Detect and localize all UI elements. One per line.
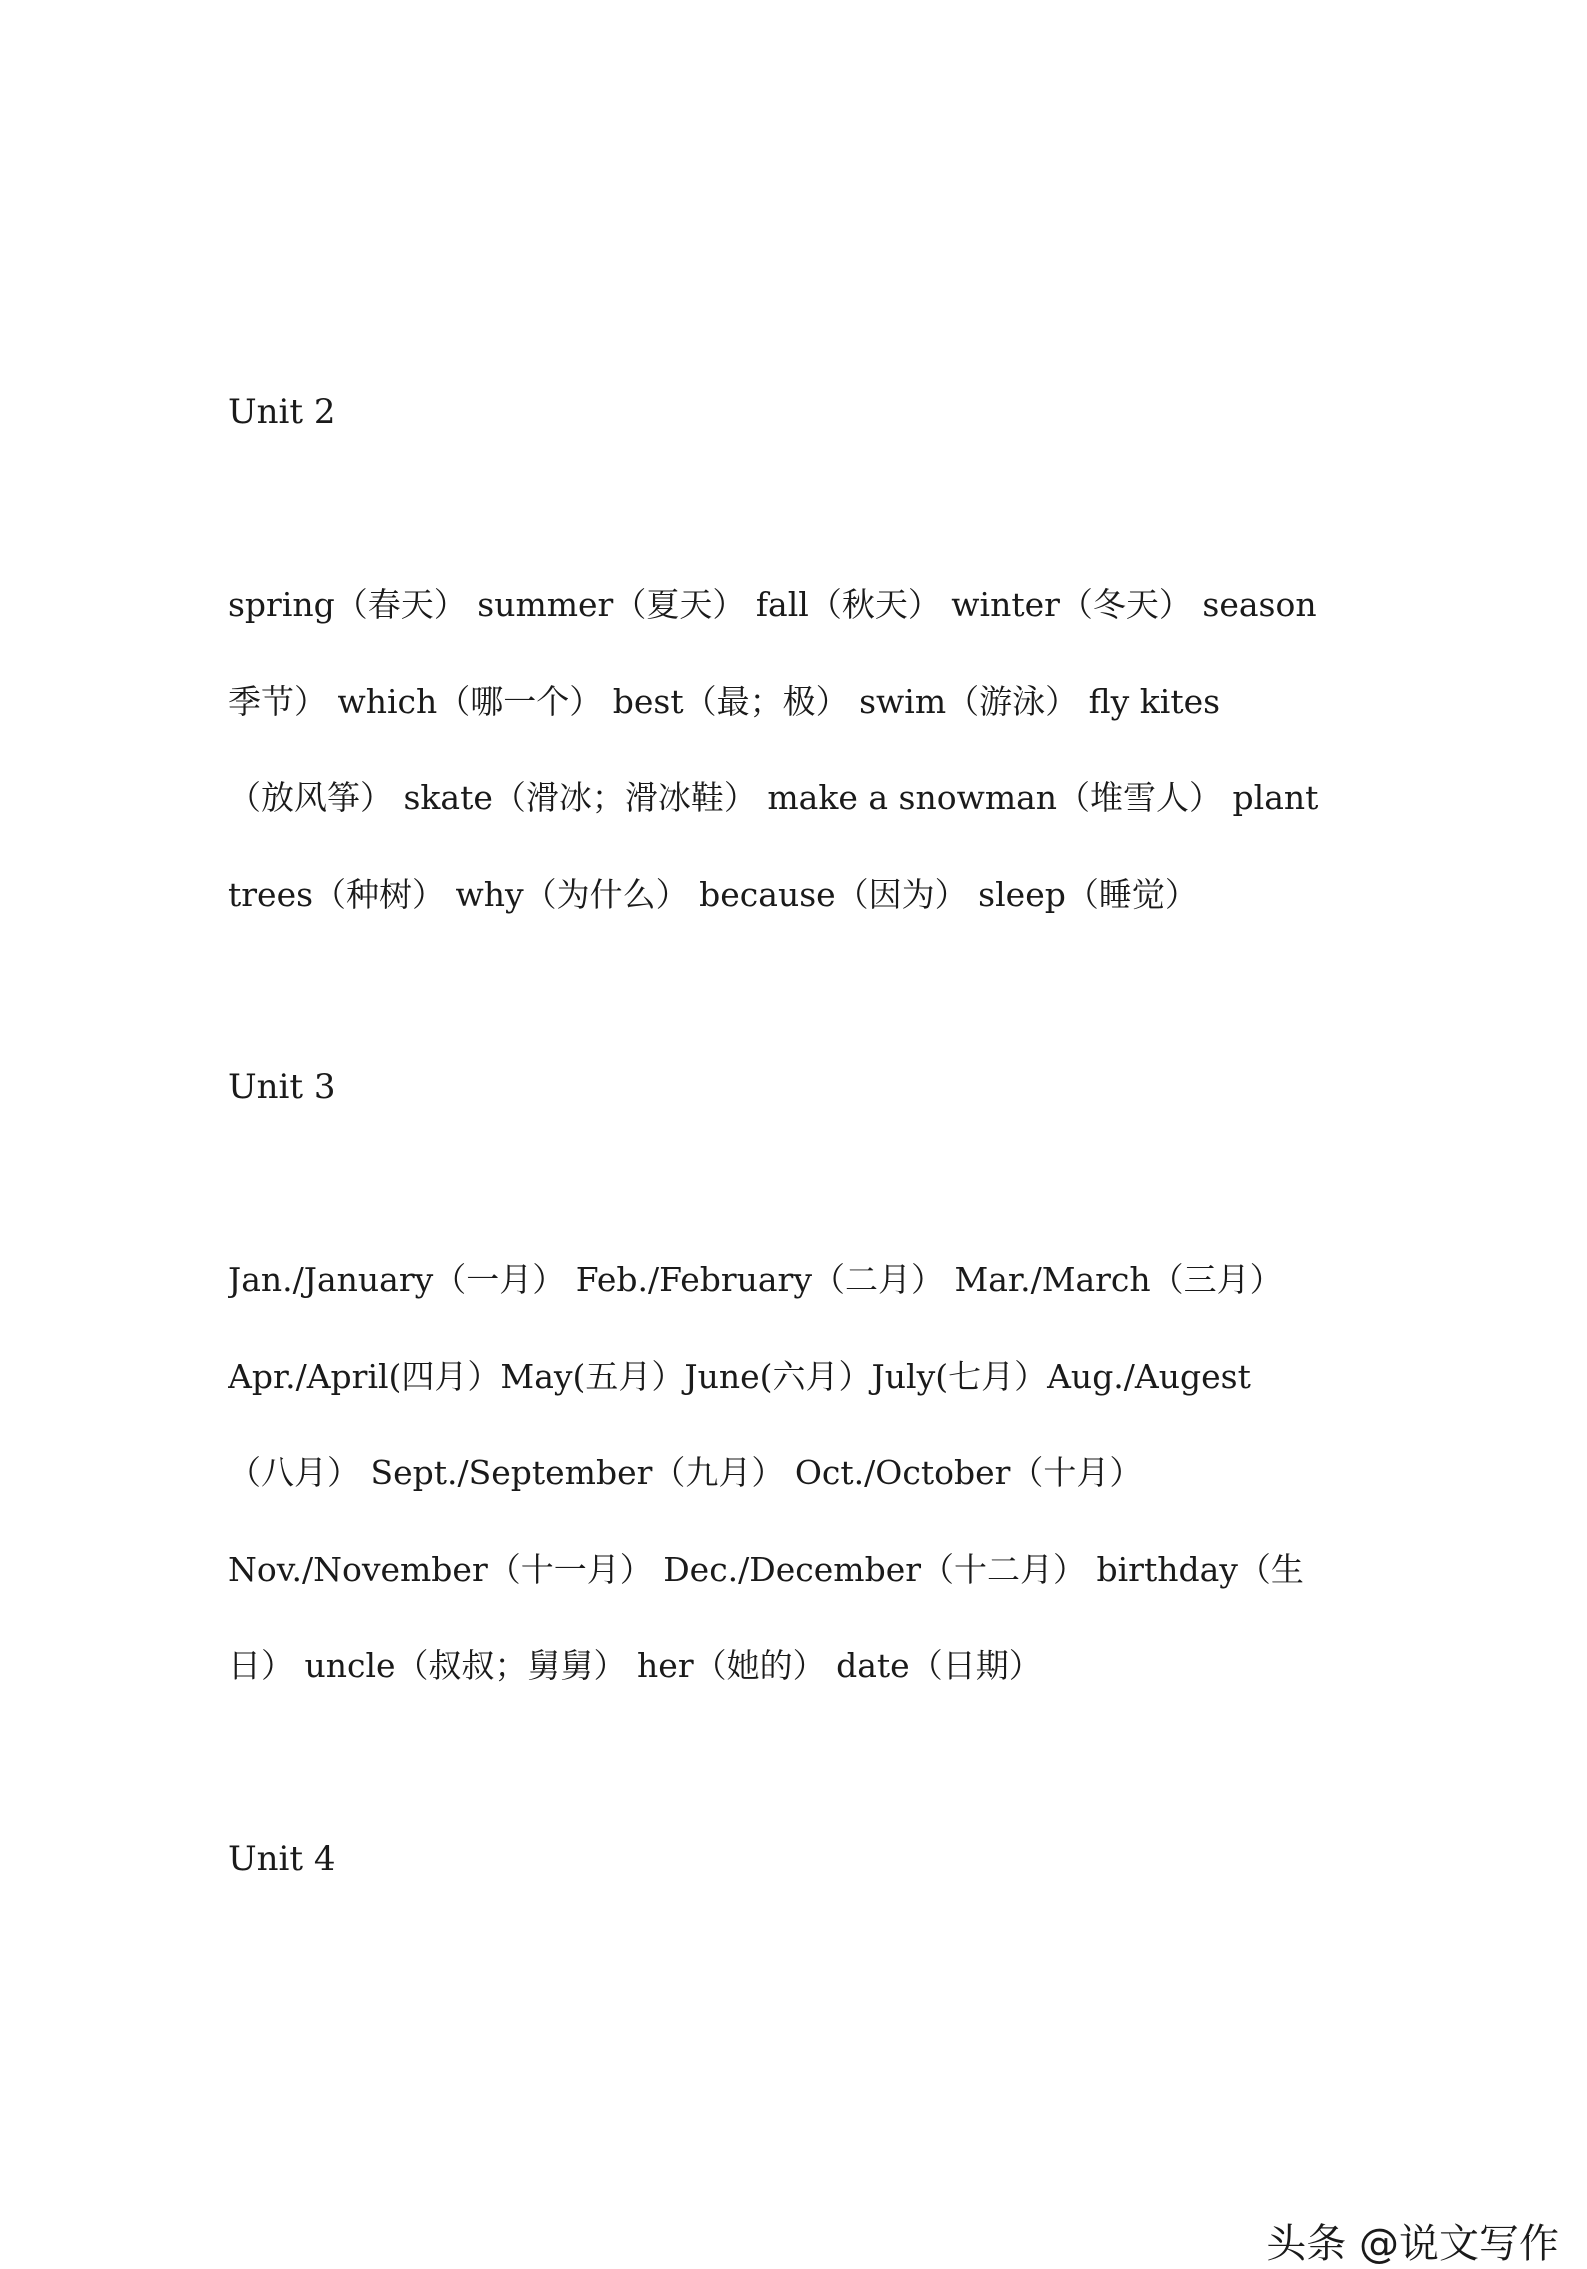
unit-3-heading: Unit 3 [228,1067,336,1107]
vocab-line: （放风筝） skate（滑冰；滑冰鞋） make a snowman（堆雪人） plant [228,778,1319,817]
vocab-line: trees（种树） why（为什么） because（因为） sleep（睡觉） [228,874,1198,914]
unit-3-vocabulary [228,1260,1378,1743]
vocab-line: 日） uncle（叔叔；舅舅） her（她的） date（日期） [228,1646,1042,1685]
document-page [228,0,1378,2245]
vocab-line: Nov./November（十一月） Dec./December（十二月） birthday（生 [228,1549,1304,1589]
source-watermark: 头条 @说文写作 [1266,2221,1559,2267]
vocab-line: 季节） which（哪一个） best（最；极） swim（游泳） fly kites [228,681,1221,721]
vocab-line: Jan./January（一月） Feb./February（二月） Mar./March（三月） [228,1260,1283,1299]
unit-4-heading: Unit 4 [228,1839,336,1879]
unit-2-vocabulary [228,585,1378,971]
vocab-line: spring（春天） summer（夏天） fall（秋天） winter（冬天） season [228,585,1317,624]
vocab-line: （八月） Sept./September（九月） Oct./October（十月） [228,1453,1143,1492]
vocab-line: Apr./April(四月）May(五月）June(六月）July(七月）Aug./Augest [228,1356,1251,1396]
unit-2-heading: Unit 2 [228,392,336,432]
